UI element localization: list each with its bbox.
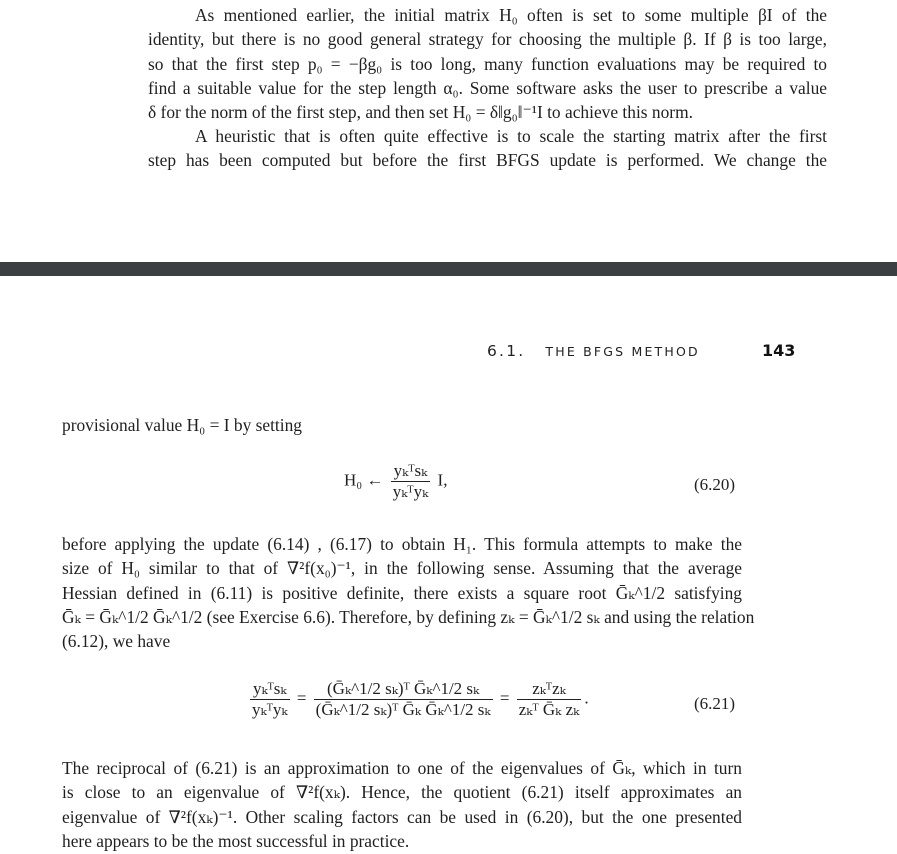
equals-sign: = (296, 688, 307, 708)
fraction (517, 679, 582, 720)
fraction-denominator: yₖᵀyₖ (252, 700, 288, 719)
equation-lhs: H₀ ← (344, 470, 384, 490)
fraction-denominator: zₖᵀ Ḡₖ zₖ (518, 700, 580, 719)
fraction-denominator: (Ḡₖ^1/2 sₖ)ᵀ Ḡₖ Ḡₖ^1/2 sₖ (315, 700, 491, 719)
text-line: so that the first step p₀ = −βg₀ is too long, many function evaluations may be required to (148, 53, 827, 74)
text-line: before applying the update (6.14) , (6.17) to obtain H₁. This formula attempts to make the (62, 534, 742, 554)
fraction-numerator: (Ḡₖ^1/2 sₖ)ᵀ Ḡₖ^1/2 sₖ (314, 679, 493, 700)
equation-number: (6.20) (694, 475, 736, 494)
text-line: eigenvalue of ∇²f(xₖ)⁻¹. Other scaling factors can be used in (6.20), but the one presented (62, 806, 742, 827)
text-line: find a suitable value for the step length α₀. Some software asks the user to prescribe a value (148, 77, 827, 98)
paragraph-provisional-value (62, 413, 742, 437)
period: . (584, 688, 589, 708)
running-header (487, 342, 700, 360)
paragraph-reciprocal (62, 756, 742, 853)
section-number: 6.1. (487, 342, 526, 360)
page-divider (0, 262, 897, 276)
text-line: δ for the norm of the first step, and then set H₀ = δ‖g₀‖⁻¹I to achieve this norm. (148, 102, 693, 123)
text-line: Hessian defined in (6.11) is positive definite, there exists a square root Ḡₖ^1/2 satisfying (62, 582, 742, 603)
text-line: here appears to be the most successful in practice. (62, 830, 410, 851)
fraction-denominator: yₖᵀyₖ (392, 482, 429, 501)
text-line: provisional value H₀ = I by setting (62, 415, 302, 435)
equation-tail: I, (437, 470, 448, 490)
text-line: size of H₀ similar to that of ∇²f(x₀)⁻¹, in the following sense. Assuming that the average (62, 558, 742, 579)
text-line: identity, but there is no good general strategy for choosing the multiple β. If β is too large, (148, 29, 827, 50)
fraction (250, 679, 290, 720)
fraction-numerator: yₖᵀsₖ (391, 461, 431, 482)
equation-6-21 (247, 679, 589, 720)
text-line: As mentioned earlier, the initial matrix H₀ often is set to some multiple βI of the (195, 5, 827, 25)
text-line: A heuristic that is often quite effective is to scale the starting matrix after the first (195, 126, 827, 146)
paragraph-update-scaling (62, 532, 755, 653)
paragraph-heuristic (148, 124, 827, 173)
equation-number: (6.21) (694, 694, 736, 713)
section-title: THE BFGS METHOD (545, 344, 700, 359)
text-line: is close to an eigenvalue of ∇²f(xₖ). Hence, the quotient (6.21) itself approximates an (62, 782, 742, 803)
fraction (391, 461, 431, 502)
text-line: (6.12), we have (62, 631, 171, 652)
paragraph-initial-matrix (148, 3, 827, 124)
equation-6-20 (344, 461, 447, 502)
text-line: Ḡₖ = Ḡₖ^1/2 Ḡₖ^1/2 (see Exercise 6.6). Therefore, by defining zₖ = Ḡₖ^1/2 sₖ and using the relation (62, 606, 755, 627)
text-line: step has been computed but before the first BFGS update is performed. We change the (148, 150, 827, 171)
fraction-numerator: yₖᵀsₖ (250, 679, 290, 700)
page-number: 143 (762, 341, 796, 360)
fraction-numerator: zₖᵀzₖ (517, 679, 582, 700)
previous-page-fragment (0, 0, 897, 262)
fraction (314, 679, 493, 720)
text-line: The reciprocal of (6.21) is an approximation to one of the eigenvalues of Ḡₖ, which in turn (62, 758, 742, 778)
equals-sign: = (499, 688, 510, 708)
